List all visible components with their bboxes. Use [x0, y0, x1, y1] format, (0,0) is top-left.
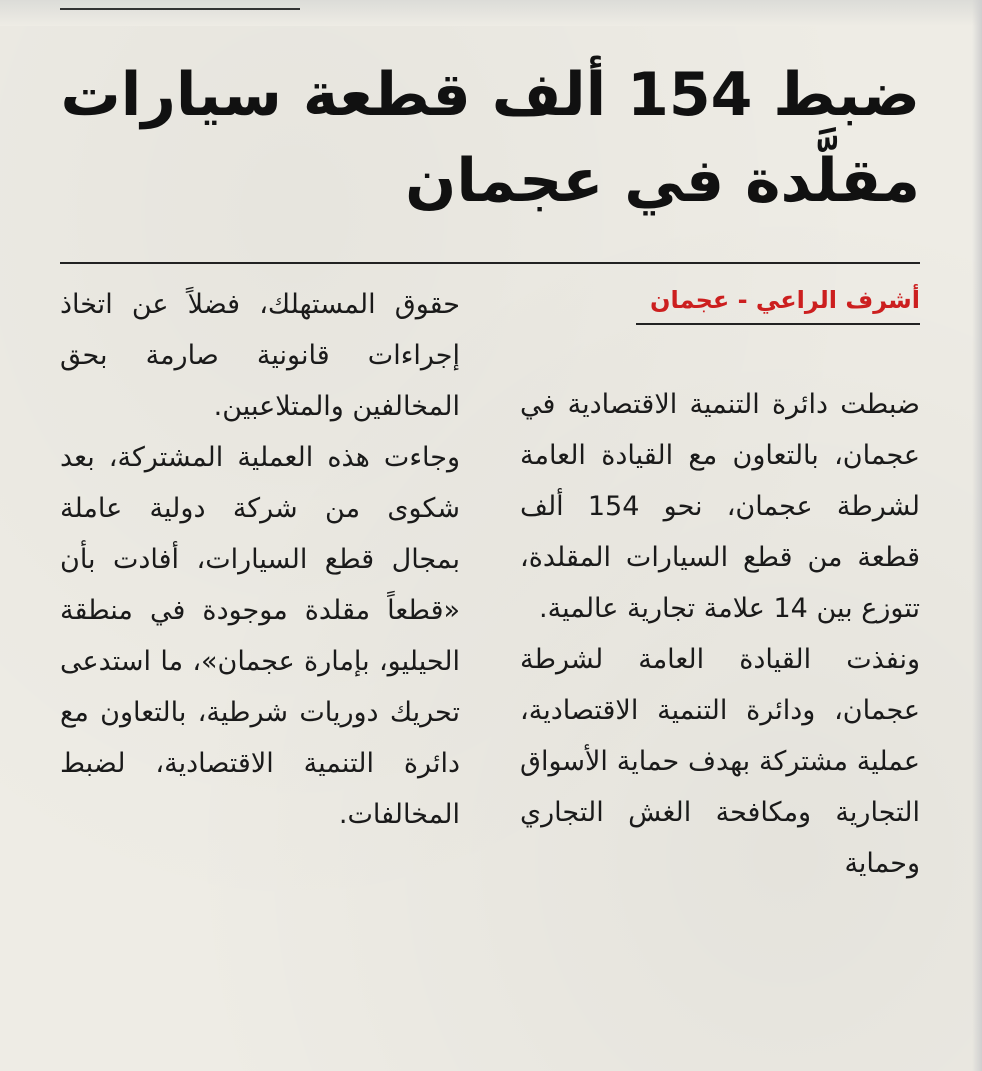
top-edge — [0, 0, 982, 26]
paragraph: ضبطت دائرة التنمية الاقتصادية في عجمان، بالتعاون مع القيادة العامة لشرطة عجمان، نحو 154 ألف قطعة من قطع السيارات المقلدة، تتوزع بين 14 علامة تجارية عالمية. — [520, 389, 920, 624]
article-byline: أشرف الراعي - عجمان — [649, 286, 920, 314]
paragraph: ونفذت القيادة العامة لشرطة عجمان، ودائرة التنمية الاقتصادية، عملية مشتركة بهدف حماية الأسواق التجارية ومكافحة الغش التجاري وحماية — [520, 644, 920, 879]
paragraph: حقوق المستهلك، فضلاً عن اتخاذ إجراءات قانونية صارمة بحق المخالفين والمتلاعبين. — [60, 289, 460, 422]
page-edge-shadow — [972, 0, 982, 1071]
byline-underline — [636, 323, 920, 325]
headline-divider — [60, 262, 920, 264]
top-divider — [60, 8, 300, 10]
paragraph: وجاءت هذه العملية المشتركة، بعد شكوى من شركة دولية عاملة بمجال قطع السيارات، أفادت بأن «قطعاً مقلدة موجودة في منطقة الحيليو، بإمارة عجمان»، ما استدعى تحريك دوريات شرطية، بالتعاون مع دائرة التنمية الاقتصادية، لضبط المخالفات. — [60, 442, 460, 830]
article-headline: ضبط 154 ألف قطعة سيارات مقلَّدة في عجمان — [60, 60, 920, 216]
article-column-left — [60, 279, 460, 840]
article-column-right — [520, 379, 920, 889]
